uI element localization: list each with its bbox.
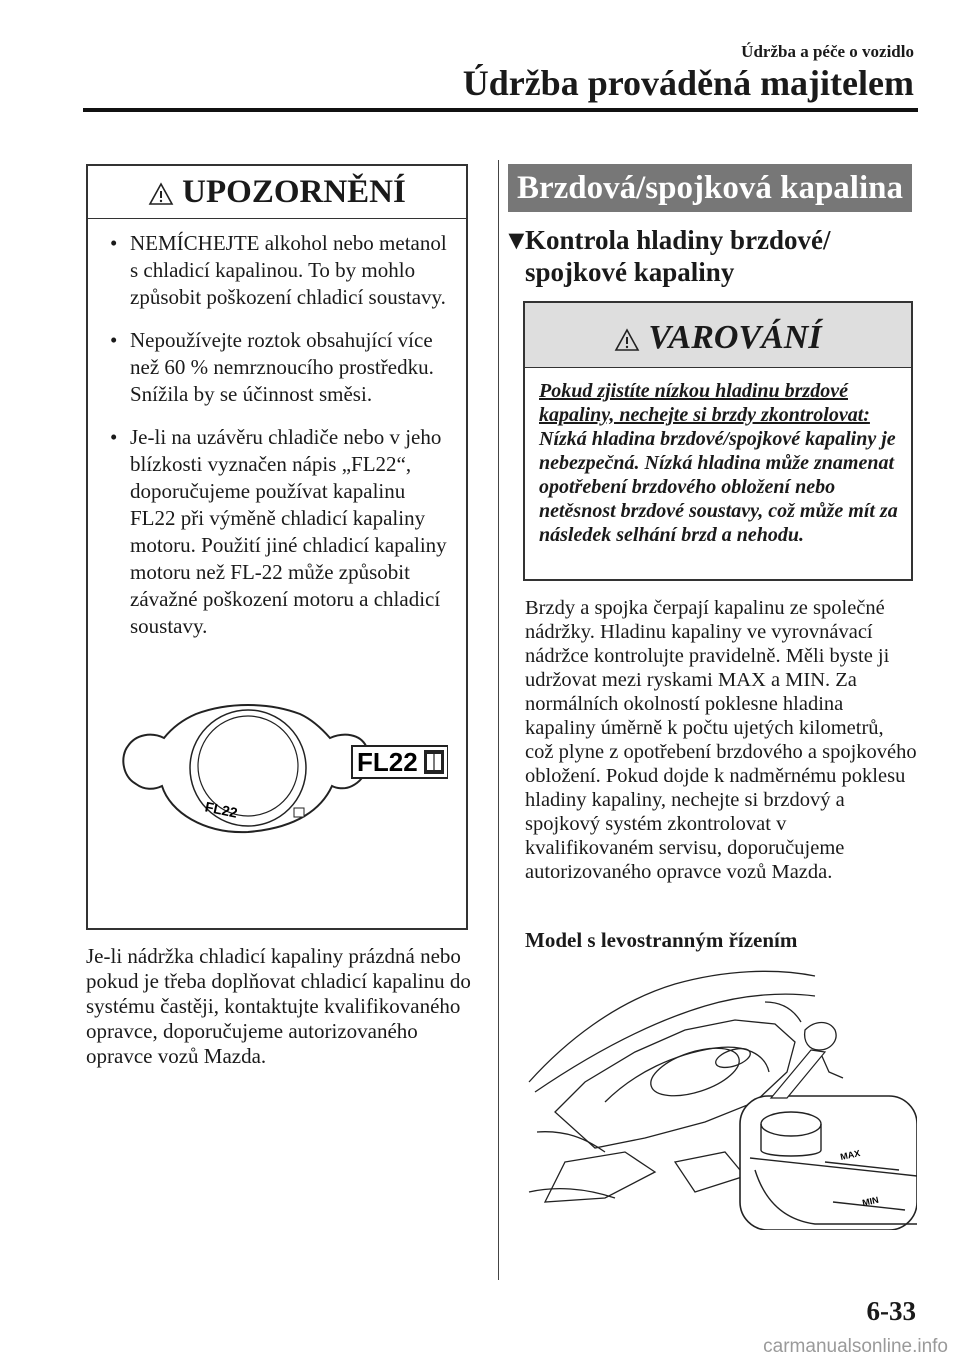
header-rule	[83, 108, 918, 112]
warning-header	[525, 303, 911, 368]
caution-box	[86, 164, 468, 930]
engine-bay-illustration	[525, 962, 917, 1230]
section-bar-brake-fluid: Brzdová/spojková kapalina	[508, 164, 912, 212]
header-section-small: Údržba a péče o vozidlo	[741, 42, 914, 61]
radiator-cap-illustration	[108, 704, 448, 844]
manual-icon	[424, 750, 444, 774]
warning-box	[523, 301, 913, 581]
caution-bullet: • Je-li na uzávěru chladiče nebo v jeho blízkosti vyznačen nápis „FL22“, doporučujeme používat kapalinu FL22 při výměně chladicí kapaliny motoru. Použití jiné chladicí kapaliny motoru než FL-22 může způsobit závažné poškození motoru a chladicí soustavy.	[110, 425, 447, 638]
cap-text: FL22	[203, 798, 239, 821]
subsection-heading	[503, 224, 915, 288]
warning-title: VAROVÁNÍ	[648, 319, 822, 356]
warning-text: Nízká hladina brzdové/spojkové kapaliny je nebezpečná. Nízká hladina může znamenat opotřebení brzdového obložení nebo netěsnost brzdové soustavy, což může mít za následek selhání brzd a nehodu.	[539, 428, 898, 546]
caution-title: UPOZORNĚNÍ	[182, 174, 406, 210]
page-number: 6-33	[866, 1296, 916, 1326]
min-mark: MIN	[861, 1194, 880, 1208]
caution-body	[110, 230, 454, 656]
watermark: carmanualsonline.info	[763, 1336, 948, 1357]
arrow-down-icon: ▼	[503, 225, 530, 255]
warning-body	[539, 379, 901, 547]
left-paragraph: Je-li nádržka chladicí kapaliny prázdná nebo pokud je třeba doplňovat chladicí kapalinu do systému častěji, kontaktujte kvalifikovaného opravce, doporučujeme autorizovaného opravce vozů Mazda.	[86, 944, 471, 1068]
subsection-title: Kontrola hladiny brzdové/ spojkové kapaliny	[525, 225, 831, 287]
caution-header	[88, 166, 466, 219]
column-divider	[498, 160, 499, 1280]
warning-triangle-icon	[148, 182, 174, 206]
caution-bullet: • Nepoužívejte roztok obsahující více než 60 % nemrznoucího prostředku. Snížila by se účinnost směsi.	[110, 328, 434, 406]
caution-bullet: • NEMÍCHEJTE alkohol nebo metanol s chladicí kapalinou. To by mohlo způsobit poškození chladicí soustavy.	[110, 231, 447, 309]
max-mark: MAX	[839, 1148, 861, 1162]
header-section-title: Údržba prováděná majitelem	[462, 63, 914, 103]
fl22-badge-text: FL22	[357, 747, 418, 777]
warning-underlined-text: Pokud zjistíte nízkou hladinu brzdové kapaliny, nechejte si brzdy zkontrolovat:	[539, 380, 870, 426]
right-paragraph: Brzdy a spojka čerpají kapalinu ze společné nádržky. Hladinu kapaliny ve vyrovnávací nádržce kontrolujte pravidelně. Měli byste ji udržovat mezi ryskami MAX a MIN. Za normálních okolností poklesne hladina kapaliny úměrně k počtu ujetých kilometrů, což plyne z opotřebení brzdového a spojkového obložení. Pokud dojde k nadměrnému poklesu hladiny kapaliny, nechejte si brzdový a spojkový systém zkontrolovat v kvalifikovaném servisu, doporučujeme autorizovaného opravce vozů Mazda.	[525, 597, 917, 883]
warning-triangle-icon	[614, 328, 640, 352]
model-heading: Model s levostranným řízením	[525, 928, 798, 952]
